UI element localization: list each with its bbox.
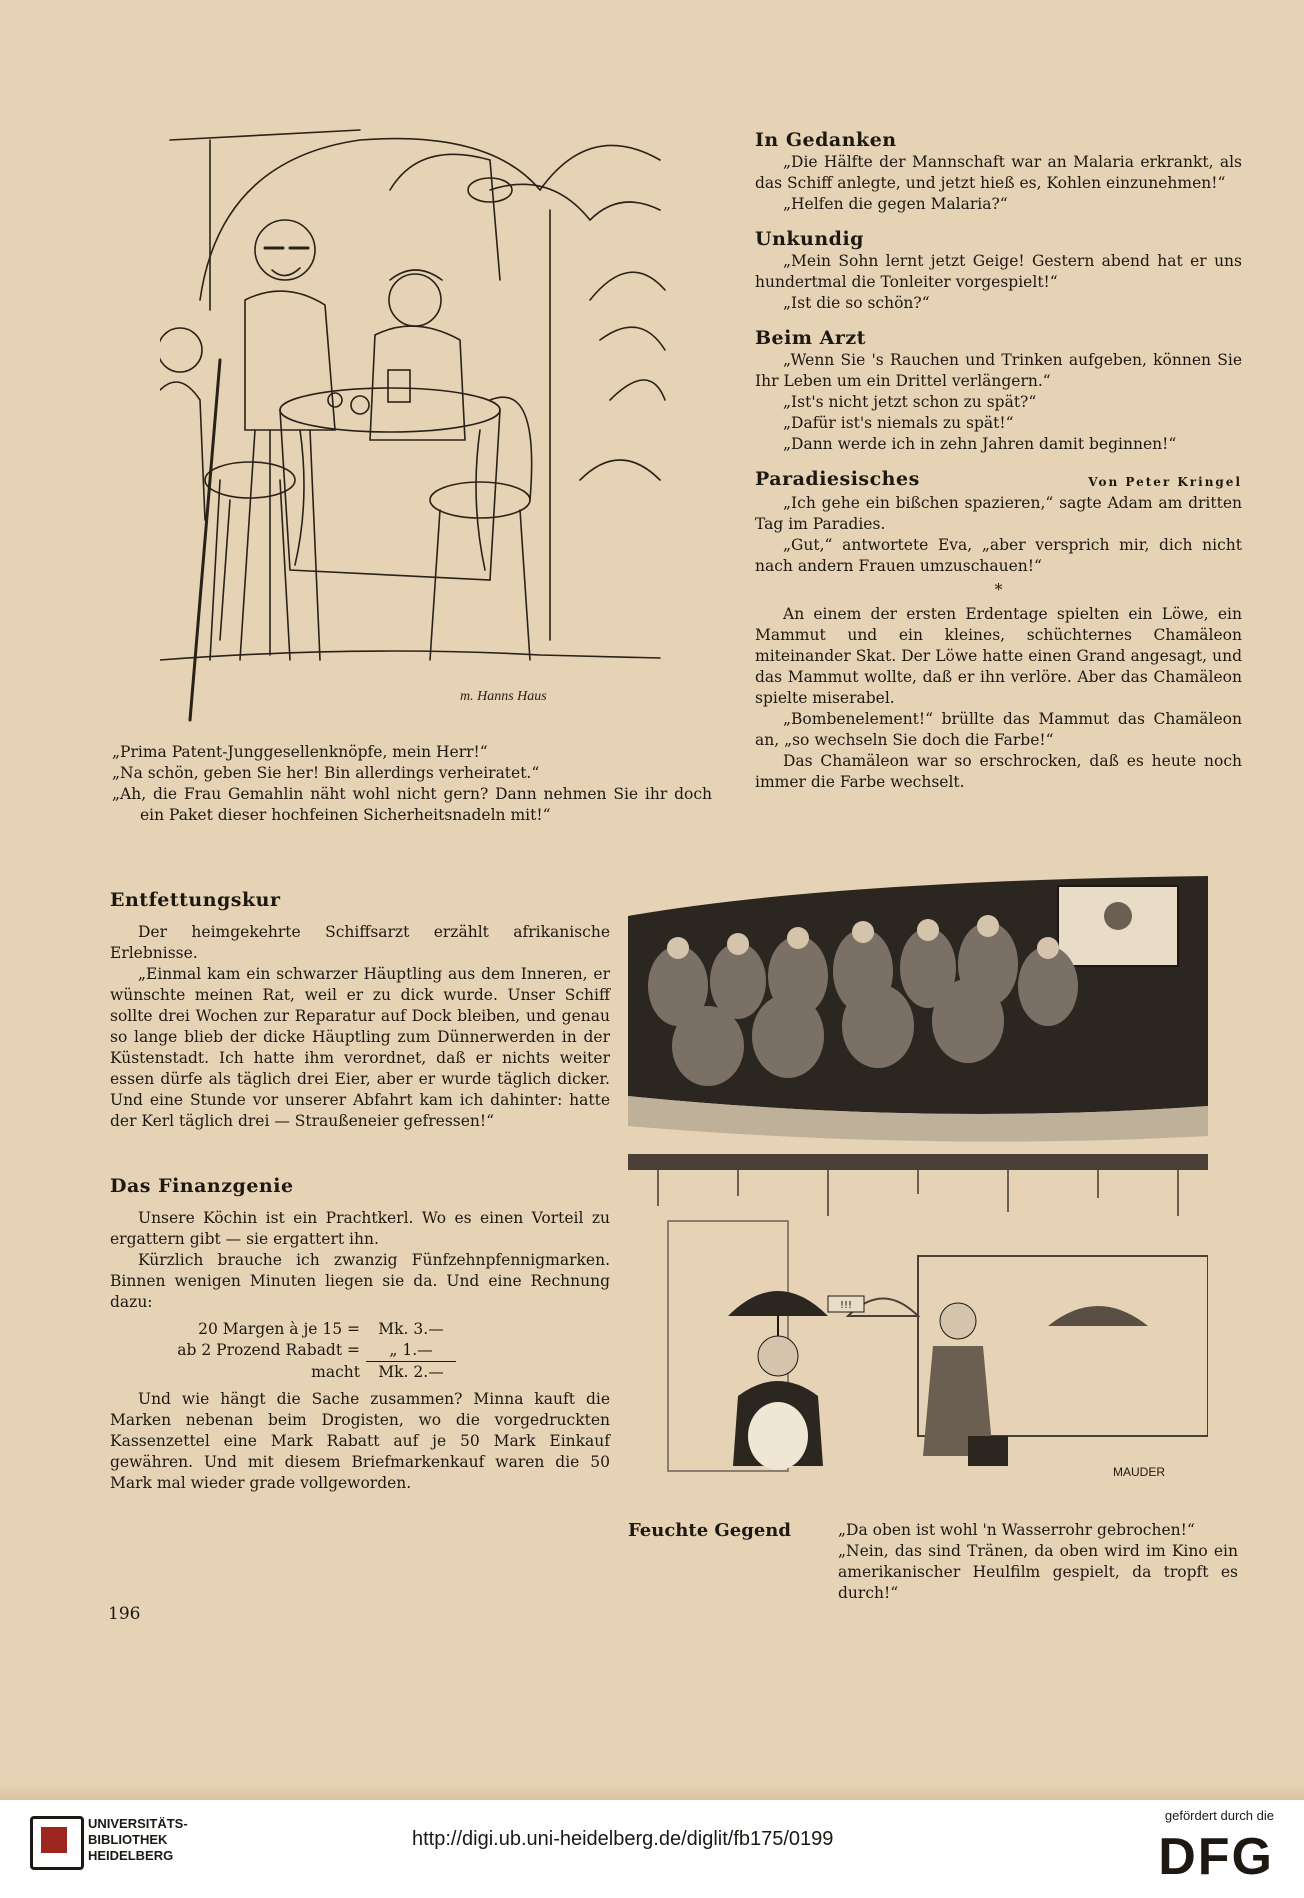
finanzgenie-line-1: Unsere Köchin ist ein Prachtkerl. Wo es einen Vorteil zu ergattern gibt — sie ergattert ihn. — [110, 1209, 610, 1248]
footer-bar — [0, 1800, 1304, 1898]
paradiesisches-line-2: „Gut,“ antwortete Eva, „aber versprich mir, dich nicht nach andern Frauen umzuschauen!“ — [755, 536, 1242, 575]
calc-row-3-label: macht — [311, 1363, 360, 1381]
beim-arzt-title: Beim Arzt — [755, 327, 866, 349]
entfettungskur-line-2: „Einmal kam ein schwarzer Häuptling aus dem Inneren, er wünschte meinen Rat, weil er zu dick wurde. Unser Schiff sollte drei Wochen zur Reparatur auf Dock bleiben, und genau so lange blieb der dicke Häuptling zum Dünnerwerden in der Küstenstadt. Ich hatte ihm verordnet, daß er nichts weiter essen dürfe als täglich drei Eier, aber er wurde täglich dicker. Und eine Stunde vor unserer Abfahrt kam ich dahinter: hatte der Kerl täglich drei — Straußeneier gefressen!“ — [110, 965, 610, 1130]
dfg-logo: DFG — [1158, 1828, 1274, 1886]
beim-arzt-line-3: „Dafür ist's niemals zu spät!“ — [783, 414, 1014, 432]
page-number: 196 — [108, 1604, 141, 1624]
beim-arzt-line-2: „Ist's nicht jetzt schon zu spät?“ — [783, 393, 1037, 411]
unkundig-line-1: „Mein Sohn lernt jetzt Geige! Gestern abend hat er uns hundertmal die Tonleiter vorgespielt!“ — [755, 252, 1242, 291]
cartoon-signature: MAUDER — [1113, 1465, 1166, 1479]
cinema-cartoon — [628, 876, 1208, 1496]
left-column-bottom — [110, 888, 610, 1494]
paradiesisches-line-1: „Ich gehe ein bißchen spazieren,“ sagte Adam am dritten Tag im Paradies. — [755, 494, 1242, 533]
right-column-top — [755, 128, 1242, 793]
finanzgenie-line-3: Und wie hängt die Sache zusammen? Minna kauft die Marken nebenan beim Drogisten, wo die vorgedruckten Kassenzettel eine Mark Rabatt auf je 50 Mark Einkauf gewähren. Und mit diesem Briefmarkenkauf waren die 50 Mark mal wieder grade vollgeworden. — [110, 1390, 610, 1492]
cafe-signature: m. Hanns Haus — [460, 689, 547, 704]
paradiesisches-title: Paradiesisches — [755, 468, 920, 490]
invoice-calculation — [110, 1319, 610, 1383]
feuchte-gegend-line-1: „Da oben ist wohl 'n Wasserrohr gebrochen!“ — [838, 1521, 1195, 1539]
cafe-illustration — [160, 100, 670, 740]
university-name-2: BIBLIOTHEK — [88, 1832, 168, 1847]
caption-line-2: „Na schön, geben Sie her! Bin allerdings verheiratet.“ — [112, 764, 540, 782]
calc-row-1-value: Mk. 3.— — [378, 1320, 444, 1338]
umbrella-sign: !!! — [839, 1300, 853, 1311]
university-name-3: HEIDELBERG — [88, 1848, 174, 1863]
university-name-1: UNIVERSITÄTS- — [88, 1816, 188, 1831]
caption-line-1: „Prima Patent-Junggesellenknöpfe, mein Herr!“ — [112, 743, 488, 761]
finanzgenie-title: Das Finanzgenie — [110, 1175, 294, 1197]
paradiesisches-line-5: Das Chamäleon war so erschrocken, daß es heute noch immer die Farbe wechselt. — [755, 752, 1242, 791]
calc-row-2-value: „ 1.— — [366, 1340, 456, 1362]
feuchte-gegend-title: Feuchte Gegend — [628, 1520, 791, 1541]
calc-row-3-value: Mk. 2.— — [378, 1363, 444, 1381]
funded-by-text: gefördert durch die — [1164, 1808, 1274, 1823]
caption-line-3: „Ah, die Frau Gemahlin näht wohl nicht gern? Dann nehmen Sie ihr doch ein Paket dieser hochfeinen Sicherheitsnadeln mit!“ — [112, 785, 712, 824]
in-gedanken-line-2: „Helfen die gegen Malaria?“ — [783, 195, 1008, 213]
feuchte-gegend-line-2: „Nein, das sind Tränen, da oben wird im Kino ein amerikanischer Heulfilm gespielt, da tropft es durch!“ — [838, 1542, 1238, 1602]
finanzgenie-line-2: Kürzlich brauche ich zwanzig Fünfzehnpfennigmarken. Binnen wenigen Minuten liegen sie da. Und eine Rechnung dazu: — [110, 1251, 610, 1311]
feuchte-gegend-caption — [838, 1520, 1238, 1604]
section-divider: * — [994, 581, 1003, 599]
document-url[interactable]: http://digi.ub.uni-heidelberg.de/diglit/fb175/0199 — [412, 1828, 834, 1850]
in-gedanken-title: In Gedanken — [755, 129, 897, 151]
entfettungskur-title: Entfettungskur — [110, 889, 281, 911]
in-gedanken-line-1: „Die Hälfte der Mannschaft war an Malaria erkrankt, als das Schiff anlegte, und jetzt hieß es, Kohlen einzunehmen!“ — [755, 153, 1242, 192]
paradiesisches-byline: Von Peter Kringel — [1088, 475, 1242, 489]
paradiesisches-line-3: An einem der ersten Erdentage spielten ein Löwe, ein Mammut und ein kleines, schüchternes Chamäleon miteinander Skat. Der Löwe hatte einen Grand angesagt, und das Mammut wollte, daß er ihn verlöre. Aber das Chamäleon spielte miserabel. — [755, 605, 1242, 707]
university-logo — [30, 1816, 84, 1870]
unkundig-line-2: „Ist die so schön?“ — [783, 294, 930, 312]
entfettungskur-line-1: Der heimgekehrte Schiffsarzt erzählt afrikanische Erlebnisse. — [110, 923, 610, 962]
calc-row-2-label: ab 2 Prozend Rabadt = — [177, 1341, 360, 1359]
beim-arzt-line-1: „Wenn Sie 's Rauchen und Trinken aufgeben, können Sie Ihr Leben um ein Drittel verlängern.“ — [755, 351, 1242, 390]
cafe-caption — [112, 742, 712, 826]
calc-row-1-label: 20 Margen à je 15 = — [198, 1320, 360, 1338]
unkundig-title: Unkundig — [755, 228, 864, 250]
paradiesisches-line-4: „Bombenelement!“ brüllte das Mammut das Chamäleon an, „so wechseln Sie doch die Farbe!“ — [755, 710, 1242, 749]
beim-arzt-line-4: „Dann werde ich in zehn Jahren damit beginnen!“ — [783, 435, 1177, 453]
